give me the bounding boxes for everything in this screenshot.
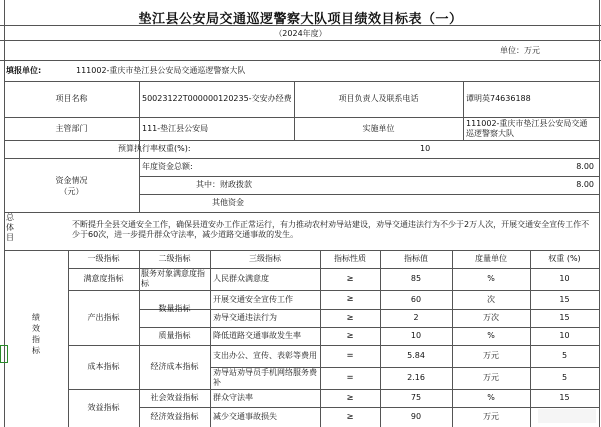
watermark-overlay: [538, 409, 596, 423]
l3-accident-rate: 降低道路交通事故发生率: [213, 331, 301, 340]
header-l2: 二级指标: [158, 254, 191, 263]
l3-violation-persuasion: 劝导交通违法行为: [213, 313, 277, 322]
header-unit: 度量单位: [475, 254, 507, 263]
op-row-8: ≥: [346, 411, 354, 422]
l2-social-benefit: 社会效益指标: [150, 393, 199, 402]
l1-satisfaction: 满意度指标: [83, 274, 124, 283]
header-value: 指标值: [404, 254, 428, 263]
l2-economic-cost: 经济成本指标: [150, 362, 199, 371]
funds-unit: （元）: [59, 187, 84, 196]
op-row-4: ≥: [346, 330, 354, 341]
cell-selection-marker: [0, 345, 8, 363]
unit-row-2: 次: [487, 294, 495, 304]
unit-label: 单位：万元: [500, 46, 540, 55]
l3-compliance-rate: 群众守法率: [213, 393, 253, 402]
op-row-5: =: [346, 350, 354, 361]
dept-label: 主管部门: [55, 123, 88, 133]
l2-economic-benefit: 经济效益指标: [150, 412, 199, 421]
val-row-8: 90: [410, 412, 422, 421]
l3-safety-campaigns: 开展交通安全宣传工作: [213, 294, 293, 304]
funds-fiscal-value: 8.00: [576, 180, 594, 189]
op-row-7: ≥: [346, 392, 354, 403]
l2-quantity: 数量指标: [158, 303, 191, 313]
page-title: 垫江县公安局交通巡逻警察大队项目绩效目标表（一）: [138, 12, 463, 27]
unit-row-8: 万元: [483, 412, 499, 421]
funds-total-label: 年度资金总额:: [142, 162, 193, 171]
funds-other-label: 其他资金: [212, 198, 244, 207]
op-row-2: ≥: [346, 294, 354, 304]
op-row-3: ≥: [346, 312, 354, 323]
fill-unit-label: 填报单位:: [6, 66, 42, 75]
goal-text: 不断提升全县交通安全工作，确保县道安办工作正常运行，有力推动农村劝导站建设，劝导交通违法行为不少于2万人次，开展交通安全宣传工作不少于60次，进一步提升群众守法率，减少道路交通事故的发生。: [72, 220, 590, 239]
l1-benefit: 效益指标: [87, 403, 120, 412]
unit-row-4: %: [487, 331, 495, 340]
header-nature: 指标性质: [334, 254, 366, 263]
project-name-value: 50023122T000000120235-交安办经费: [142, 94, 292, 103]
unit-row-1: %: [487, 274, 495, 283]
val-row-4: 10: [410, 331, 422, 340]
unit-row-7: %: [487, 393, 495, 402]
l3-accident-loss: 减少交通事故损失: [213, 412, 277, 421]
perf-label: 绩效指标: [32, 313, 40, 355]
unit-row-3: 万次: [483, 313, 499, 322]
budget-weight-value: 10: [420, 144, 431, 153]
header-l3: 三级指标: [249, 254, 281, 263]
project-leader-label: 项目负责人及联系电话: [338, 94, 419, 103]
goal-label: 总体目: [6, 213, 14, 242]
val-row-6: 2.16: [407, 373, 425, 382]
val-row-3: 2: [413, 313, 419, 322]
exec-unit-label: 实施单位: [362, 123, 395, 133]
dept-value: 111-垫江县公安局: [142, 123, 209, 133]
budget-weight-label: 预算执行率权重(%):: [118, 144, 191, 153]
op-row-1: ≥: [346, 273, 354, 284]
project-name-label: 项目名称: [55, 94, 88, 103]
exec-unit-value: 111002-重庆市垫江县公安局交通巡逻警察大队: [466, 118, 588, 138]
project-leader-value: 谭明英74636188: [466, 94, 531, 103]
l3-office-expenses: 支出办公、宣传、表彰等费用: [213, 351, 317, 360]
l3-public-satisfaction: 人民群众满意度: [213, 274, 269, 283]
weight-row-3: 15: [559, 313, 570, 322]
funds-fiscal-label: 其中：财政拨款: [196, 180, 252, 189]
weight-row-7: 15: [559, 393, 570, 402]
unit-row-5: 万元: [483, 351, 499, 360]
header-weight: 权重 (%): [548, 254, 581, 263]
op-row-6: =: [346, 372, 354, 383]
l1-cost: 成本指标: [87, 362, 120, 371]
l1-output: 产出指标: [87, 312, 120, 322]
funds-total-value: 8.00: [576, 162, 594, 171]
val-row-1: 85: [410, 274, 422, 283]
weight-row-4: 10: [559, 331, 570, 340]
funds-label: 资金情况: [55, 176, 88, 185]
l2-service-satisfaction: 服务对象满意度指标: [141, 269, 205, 288]
year-label: （2024年度）: [274, 29, 327, 38]
header-l1: 一级指标: [87, 254, 120, 263]
weight-row-5: 5: [561, 351, 568, 360]
weight-row-6: 5: [561, 373, 568, 382]
unit-row-6: 万元: [483, 373, 499, 382]
weight-row-1: 10: [559, 274, 570, 283]
fill-unit-value: 111002-重庆市垫江县公安局交通巡逻警察大队: [76, 66, 246, 75]
l2-quality: 质量指标: [158, 331, 191, 340]
weight-row-2: 15: [559, 294, 570, 304]
val-row-7: 75: [410, 393, 422, 402]
l3-network-fees: 劝导站劝导员手机网络服务费补: [213, 368, 317, 387]
val-row-5: 5.84: [407, 351, 425, 360]
val-row-2: 60: [410, 294, 422, 304]
